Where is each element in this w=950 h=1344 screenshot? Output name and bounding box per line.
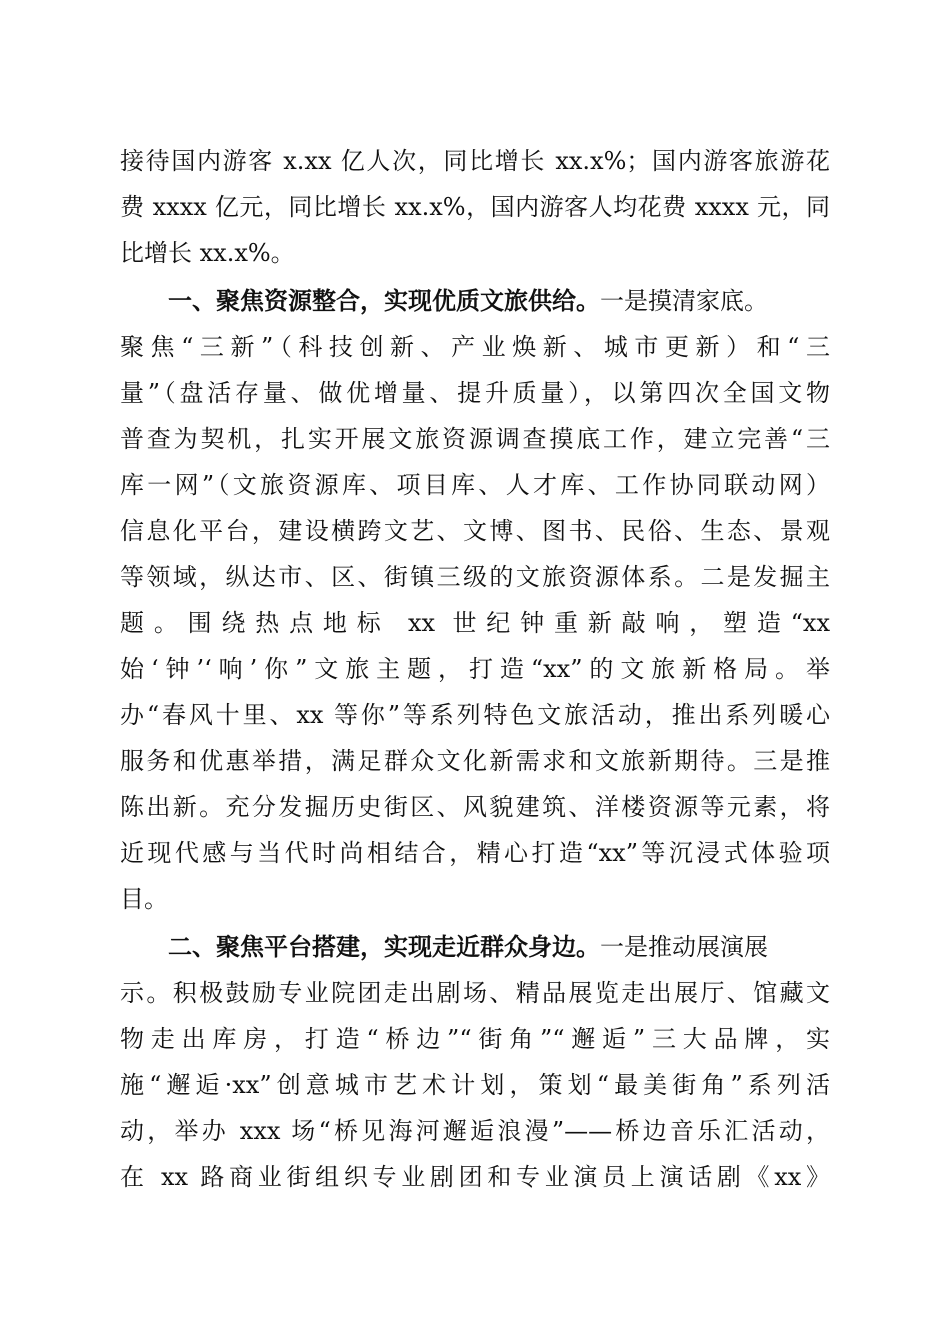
paragraph-line: 近现代感与当代时尚相结合，精心打造“xx”等沉浸式体验项	[120, 839, 830, 867]
paragraph-line: 办“春风十里、xx 等你”等系列特色文旅活动，推出系列暖心	[120, 701, 830, 729]
paragraph-line: 示。积极鼓励专业院团走出剧场、精品展览走出展厅、馆藏文	[120, 979, 830, 1007]
section-heading-line	[168, 932, 830, 962]
section-heading-line	[168, 286, 830, 316]
section-heading: 二、聚焦平台搭建，实现走近群众身边。	[168, 933, 600, 961]
paragraph-line: 目。	[120, 885, 168, 913]
paragraph-line: 比增长 xx.x%。	[120, 239, 295, 267]
heading-line-rest: 一是推动展演展	[600, 933, 768, 961]
paragraph-line: 陈出新。充分发掘历史街区、风貌建筑、洋楼资源等元素，将	[120, 793, 830, 821]
paragraph-line: 等领域，纵达市、区、街镇三级的文旅资源体系。二是发掘主	[120, 563, 830, 591]
paragraph-line: 题。围绕热点地标 xx 世纪钟重新敲响，塑造“xx	[120, 609, 830, 637]
paragraph-line: 信息化平台，建设横跨文艺、文博、图书、民俗、生态、景观	[120, 517, 830, 545]
paragraph-line: 库一网”（文旅资源库、项目库、人才库、工作协同联动网）	[120, 471, 830, 499]
paragraph-line: 物走出库房，打造“桥边”“街角”“邂逅”三大品牌，实	[120, 1025, 830, 1053]
paragraph-line: 量”（盘活存量、做优增量、提升质量），以第四次全国文物	[120, 379, 830, 407]
paragraph-line: 在 xx 路商业街组织专业剧团和专业演员上演话剧《xx》	[120, 1163, 830, 1191]
paragraph-line: 动，举办 xxx 场“桥见海河邂逅浪漫”——桥边音乐汇活动，	[120, 1117, 830, 1145]
paragraph-line: 接待国内游客 x.xx 亿人次，同比增长 xx.x%；国内游客旅游花	[120, 147, 830, 175]
heading-line-rest: 一是摸清家底。	[600, 287, 768, 315]
paragraph-line: 普查为契机，扎实开展文旅资源调查摸底工作，建立完善“三	[120, 425, 830, 453]
paragraph-line: 聚焦“三新”（科技创新、产业焕新、城市更新）和“三	[120, 333, 830, 361]
paragraph-line: 施“邂逅·xx”创意城市艺术计划，策划“最美街角”系列活	[120, 1071, 830, 1099]
paragraph-line: 费 xxxx 亿元，同比增长 xx.x%，国内游客人均花费 xxxx 元，同	[120, 193, 830, 221]
paragraph-line: 服务和优惠举措，满足群众文化新需求和文旅新期待。三是推	[120, 747, 830, 775]
section-heading: 一、聚焦资源整合，实现优质文旅供给。	[168, 287, 600, 315]
paragraph-line: 始‘钟’‘响’你”文旅主题，打造“xx”的文旅新格局。举	[120, 655, 830, 683]
